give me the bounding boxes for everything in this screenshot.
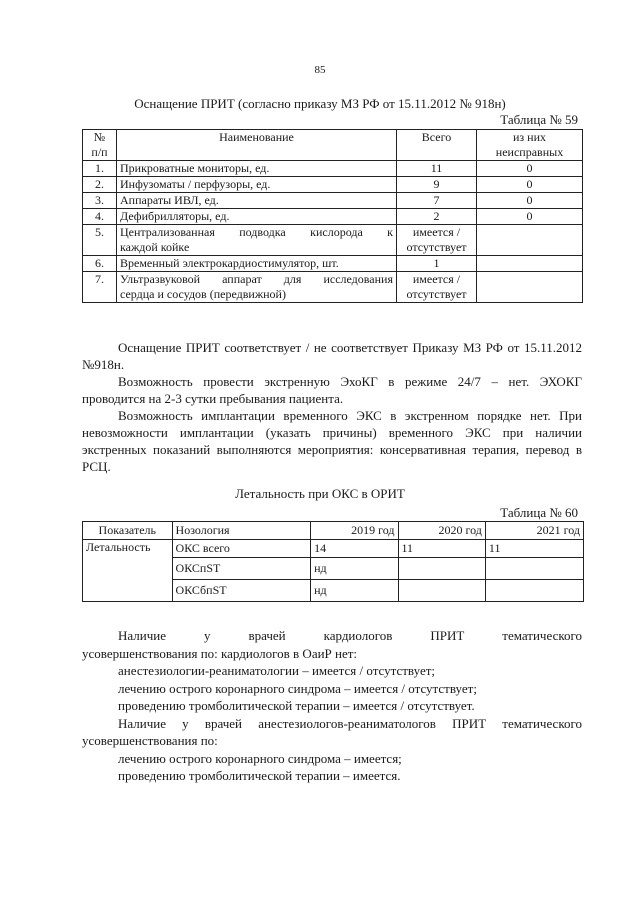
list-item: лечению острого коронарного синдрома – имеется / отсутствует; — [118, 680, 477, 696]
row-name: Ультразвуковой аппарат для исследования сердца и сосудов (передвижной) — [117, 272, 397, 303]
row-number: 6. — [83, 256, 117, 272]
header-nosology: Нозология — [172, 522, 311, 540]
row-name: Временный электрокардиостимулятор, шт. — [117, 256, 397, 272]
row-2019: 14 — [311, 540, 398, 558]
table-row — [83, 225, 583, 256]
header-broken: из них неисправных — [477, 130, 583, 161]
header-number: № п/п — [83, 130, 117, 161]
row-total: 9 — [397, 177, 477, 193]
row-broken — [477, 256, 583, 272]
row-total: 7 — [397, 193, 477, 209]
row-2020: 11 — [398, 540, 485, 558]
table-header-row — [83, 522, 584, 540]
paragraph-echo: Возможность провести экстренную ЭхоКГ в режиме 24/7 – нет. ЭХОКГ проводится на 2-3 сутки пребывания пациента. — [82, 374, 582, 406]
row-broken: 0 — [477, 177, 583, 193]
row-total: 1 — [397, 256, 477, 272]
list-item: проведению тромболитической терапии – имеется / отсутствует. — [118, 698, 475, 713]
row-2021 — [485, 580, 583, 602]
row-2020 — [398, 580, 485, 602]
table-60-label: Таблица № 60 — [500, 505, 578, 520]
header-indicator: Показатель — [83, 522, 173, 540]
anest-training-line2: усовершенствования по: — [82, 733, 218, 748]
row-2019: нд — [311, 580, 398, 602]
list-item: проведению тромболитической терапии – имеется. — [118, 768, 401, 783]
row-total: имеется / отсутствует — [397, 272, 477, 303]
table-row — [83, 272, 583, 303]
row-nosology: ОКС всего — [172, 540, 311, 558]
row-nosology: ОКСпST — [172, 558, 311, 580]
table-59-label: Таблица № 59 — [500, 112, 578, 127]
paragraph-pacing: Возможность имплантации временного ЭКС в экстренном порядке нет. При невозможности имплантации (указать причины) временного ЭКС при наличии экстренных показаний выполняются мероприятия: консервативная терапия, перевод в РСЦ. — [82, 408, 582, 474]
row-broken — [477, 225, 583, 256]
row-name: Прикроватные мониторы, ед. — [117, 161, 397, 177]
row-number: 4. — [83, 209, 117, 225]
row-2020 — [398, 558, 485, 580]
training-section — [82, 627, 582, 785]
header-2020: 2020 год — [398, 522, 485, 540]
row-nosology: ОКСбпST — [172, 580, 311, 602]
row-total: имеется / отсутствует — [397, 225, 477, 256]
row-2019: нд — [311, 558, 398, 580]
table-row — [83, 256, 583, 272]
row-broken: 0 — [477, 161, 583, 177]
row-broken: 0 — [477, 193, 583, 209]
paragraph-compliance: Оснащение ПРИТ соответствует / не соответствует Приказу МЗ РФ от 15.11.2012 №918н. — [82, 340, 582, 372]
header-2019: 2019 год — [311, 522, 398, 540]
row-number: 1. — [83, 161, 117, 177]
row-number: 2. — [83, 177, 117, 193]
row-indicator: Летальность — [83, 540, 173, 602]
row-total: 2 — [397, 209, 477, 225]
equipment-table — [82, 129, 583, 303]
table-row — [83, 540, 584, 558]
table-row — [83, 193, 583, 209]
table-header-row — [83, 130, 583, 161]
list-item: лечению острого коронарного синдрома – имеется; — [118, 750, 402, 766]
cardio-training-line2: усовершенствования по: кардиологов в ОаиР нет: — [82, 645, 358, 661]
header-total: Всего — [397, 130, 477, 161]
mortality-table — [82, 521, 584, 602]
row-broken — [477, 272, 583, 303]
page-number: 85 — [314, 64, 326, 76]
row-2021 — [485, 558, 583, 580]
table-row — [83, 177, 583, 193]
row-name: Аппараты ИВЛ, ед. — [117, 193, 397, 209]
list-item: анестезиологии-реаниматологии – имеется / отсутствует; — [118, 663, 436, 678]
cardio-training-line1: Наличие у врачей кардиологов ПРИТ тематического — [118, 628, 582, 643]
table-row — [83, 161, 583, 177]
row-number: 3. — [83, 193, 117, 209]
row-total: 11 — [397, 161, 477, 177]
header-2021: 2021 год — [485, 522, 583, 540]
anest-training-line1: Наличие у врачей анестезиологов-реаниматологов ПРИТ тематического — [118, 715, 582, 731]
row-name: Централизованная подводка кислорода к каждой койке — [117, 225, 397, 256]
row-name: Инфузоматы / перфузоры, ед. — [117, 177, 397, 193]
row-name: Дефибрилляторы, ед. — [117, 209, 397, 225]
table-row — [83, 209, 583, 225]
table-60-title: Летальность при ОКС в ОРИТ — [235, 486, 405, 501]
row-2021: 11 — [485, 540, 583, 558]
equipment-summary — [82, 339, 582, 475]
row-broken: 0 — [477, 209, 583, 225]
row-number: 7. — [83, 272, 117, 303]
header-name: Наименование — [117, 130, 397, 161]
table-59-title: Оснащение ПРИТ (согласно приказу МЗ РФ от 15.11.2012 № 918н) — [134, 96, 506, 111]
row-number: 5. — [83, 225, 117, 256]
